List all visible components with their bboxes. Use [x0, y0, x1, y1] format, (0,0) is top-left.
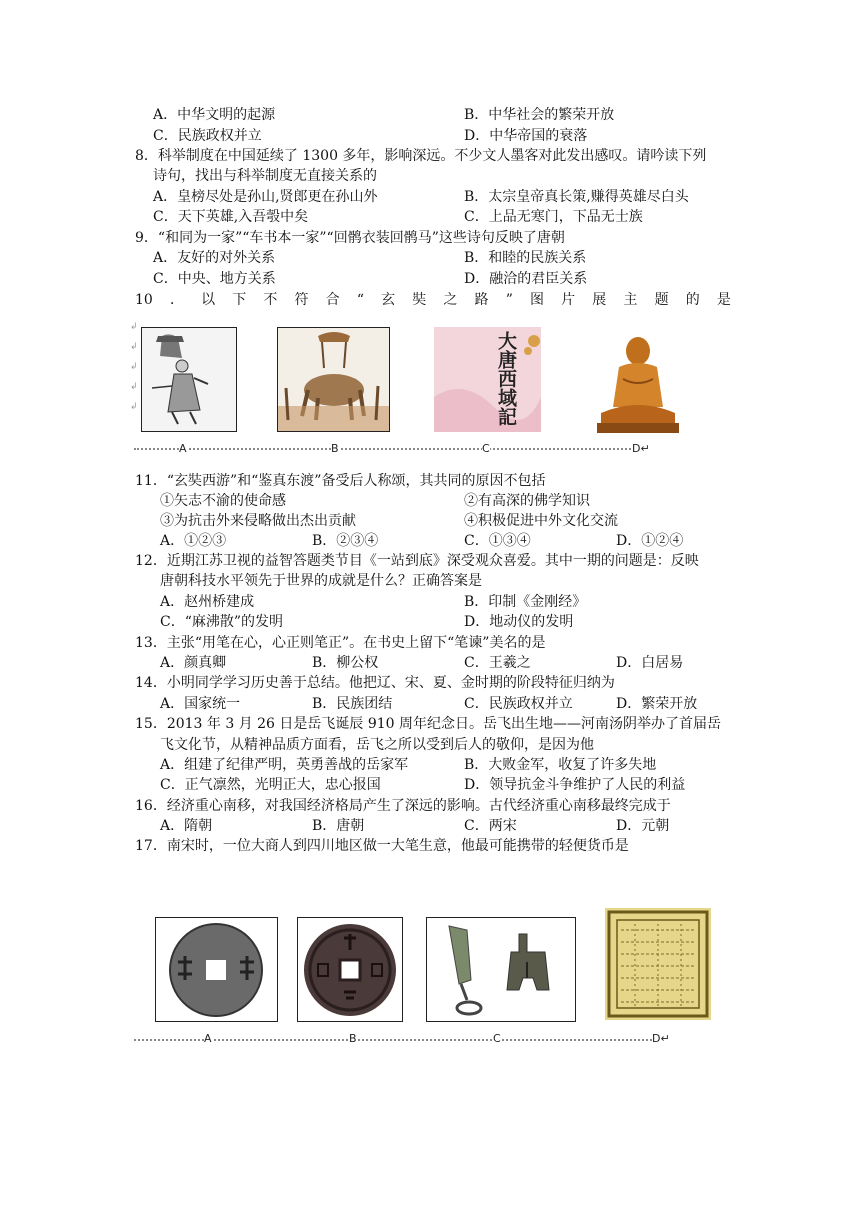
q7-option-d: D．中华帝国的衰落 — [464, 128, 588, 144]
q11-option-a: A．①②③ — [160, 533, 227, 549]
q8-option-a: A．皇榜尽处是孙山,贤郎更在孙山外 — [153, 189, 378, 205]
buddha-statue-image — [583, 327, 693, 434]
q9-stem: 9．“和同为一家”“车书本一家”“回鹘衣装回鹘马”这些诗句反映了唐朝 — [135, 230, 565, 246]
q10-stem-char: 以 — [201, 292, 216, 308]
q8-stem-line1: 8．科举制度在中国延续了 1300 多年，影响深远。不少文人墨客对此发出感叹。请吟读下列 — [135, 148, 707, 164]
q15-option-b: B．大败金军，收复了许多失地 — [464, 757, 657, 773]
q16-stem: 16．经济重心南移，对我国经济格局产生了深远的影响。古代经济重心南移最终完成于 — [135, 798, 671, 814]
q12-option-d: D．地动仪的发明 — [464, 614, 574, 630]
round-coin-image — [156, 918, 277, 1021]
q12-option-a: A．赵州桥建成 — [160, 594, 255, 610]
q14-option-b: B．民族团结 — [312, 696, 393, 712]
q11-item-4: ④积极促进中外文化交流 — [464, 513, 618, 529]
q15-option-c: C．正气凛然，光明正大，忠心报国 — [160, 777, 381, 793]
q10-label-b: B — [331, 442, 339, 455]
q11-option-b: B．②③④ — [312, 533, 379, 549]
q7-option-b: B．中华社会的繁荣开放 — [464, 107, 615, 123]
q16-option-a: A．隋朝 — [160, 818, 213, 834]
q16-option-d: D．元朝 — [616, 818, 670, 834]
q10-stem-char: 片 — [561, 292, 576, 308]
q15-option-a: A．组建了纪律严明，英勇善战的岳家军 — [160, 757, 409, 773]
q10-label-c: C — [482, 442, 490, 455]
q17-image-d-jiaozi-paper-money — [605, 908, 711, 1020]
q15-stem-line1: 15．2013 年 3 月 26 日是岳飞诞辰 910 周年纪念日。岳飞出生地——河南汤阴举办了首届岳 — [135, 716, 722, 732]
q17-image-b-kaiyuan-coin — [297, 917, 403, 1022]
q8-stem-line2: 诗句，找出与科举制度无直接关系的 — [153, 168, 377, 184]
q17-label-d: D↵ — [652, 1032, 670, 1045]
q10-stem-char: 展 — [592, 292, 607, 308]
elephant-procession-illustration — [278, 328, 389, 431]
q17-image-a-banliang-coin — [155, 917, 278, 1022]
q10-image-b-procession — [277, 327, 390, 432]
q10-stem-char: 不 — [263, 292, 278, 308]
q10-stem-char: 图 — [530, 292, 544, 308]
q10-stem-char: 路 — [474, 292, 489, 308]
q7-option-a: A．中华文明的起源 — [153, 107, 276, 123]
q12-option-b: B．印制《金刚经》 — [464, 594, 587, 610]
square-hole-coin-image — [298, 918, 402, 1021]
q10-stem-char: 合 — [325, 292, 340, 308]
q11-option-d: D．①②④ — [616, 533, 684, 549]
q12-stem-line1: 12．近期江苏卫视的益智答题类节目《一站到底》深受观众喜爱。其中一期的问题是：反映 — [135, 553, 699, 569]
q10-stem-char: 是 — [716, 292, 731, 308]
monk-pilgrim-illustration — [142, 328, 236, 431]
q9-option-c: C．中央、地方关系 — [153, 271, 276, 287]
q10-stem-char: ． — [169, 292, 184, 308]
q17-image-c-knife-spade-coins — [426, 917, 576, 1022]
q11-item-3: ③为抗击外来侵略做出杰出贡献 — [160, 513, 356, 529]
paragraph-mark: ↲ — [130, 322, 138, 332]
paper-money-image — [605, 908, 711, 1020]
q10-dotted-line — [134, 448, 642, 450]
q10-stem-char: ” — [505, 292, 513, 308]
q11-stem: 11．“玄奘西游”和“鉴真东渡”备受后人称颂，其共同的原因不包括 — [135, 473, 546, 489]
q9-option-a: A．友好的对外关系 — [153, 250, 276, 266]
q15-stem-line2: 飞文化节，从精神品质方面看，岳飞之所以受到后人的敬仰，是因为他 — [160, 737, 594, 753]
q9-option-d: D．融洽的君臣关系 — [464, 271, 588, 287]
q10-stem-char: 奘 — [412, 292, 427, 308]
q10-stem-char: 之 — [443, 292, 458, 308]
q17-label-c: C — [493, 1032, 501, 1045]
q11-item-1: ①矢志不渝的使命感 — [160, 493, 286, 509]
paragraph-mark: ↲ — [130, 402, 138, 412]
paragraph-mark: ↲ — [130, 362, 138, 372]
q10-stem — [135, 291, 731, 309]
paragraph-mark: ↲ — [130, 382, 138, 392]
q10-stem-char: 10 — [135, 292, 153, 308]
q15-option-d: D．领导抗金斗争维护了人民的利益 — [464, 777, 686, 793]
q13-stem: 13．主张“用笔在心，心正则笔正”。在书史上留下“笔谏”美名的是 — [135, 635, 546, 651]
q9-option-b: B．和睦的民族关系 — [464, 250, 587, 266]
q10-stem-char: 下 — [232, 292, 247, 308]
q10-stem-char: 符 — [294, 292, 309, 308]
q13-option-a: A．颜真卿 — [160, 655, 227, 671]
q13-option-c: C．王羲之 — [464, 655, 531, 671]
q13-option-b: B．柳公权 — [312, 655, 379, 671]
q14-stem: 14．小明同学学习历史善于总结。他把辽、宋、夏、金时期的阶段特征归纳为 — [135, 675, 615, 691]
q10-image-a-pilgrim — [141, 327, 237, 432]
q10-label-a: A — [179, 442, 187, 455]
q10-stem-char: 的 — [685, 292, 700, 308]
q8-option-c: C．天下英雄,入吾彀中矣 — [153, 209, 309, 225]
q8-option-b: B．太宗皇帝真长策,赚得英雄尽白头 — [464, 189, 689, 205]
q10-image-c-book-cover — [434, 327, 541, 432]
q10-stem-char: 主 — [623, 292, 638, 308]
q16-option-b: B．唐朝 — [312, 818, 365, 834]
q17-label-a: A — [204, 1032, 212, 1045]
q16-option-c: C．两宋 — [464, 818, 517, 834]
q11-item-2: ②有高深的佛学知识 — [464, 493, 590, 509]
knife-spade-money-image — [427, 918, 575, 1021]
q7-option-c: C．民族政权并立 — [153, 128, 262, 144]
book-title: 大唐西域記 — [495, 331, 517, 426]
q8-option-d: C．上品无寒门，下品无士族 — [464, 209, 643, 225]
q12-stem-line2: 唐朝科技水平领先于世界的成就是什么？正确答案是 — [160, 573, 482, 589]
q17-label-b: B — [349, 1032, 357, 1045]
q11-option-c: C．①③④ — [464, 533, 531, 549]
q13-option-d: D．白居易 — [616, 655, 684, 671]
paragraph-mark: ↲ — [130, 342, 138, 352]
q12-option-c: C．“麻沸散”的发明 — [160, 614, 284, 630]
q10-stem-char: “ — [356, 292, 364, 308]
q17-stem: 17．南宋时，一位大商人到四川地区做一大笔生意，他最可能携带的轻便货币是 — [135, 838, 629, 854]
q14-option-c: C．民族政权并立 — [464, 696, 573, 712]
q14-option-d: D．繁荣开放 — [616, 696, 698, 712]
q10-label-d: D↵ — [632, 442, 650, 455]
q10-image-d-buddha-statue — [583, 327, 693, 434]
q10-stem-char: 题 — [654, 292, 669, 308]
q14-option-a: A．国家统一 — [160, 696, 241, 712]
q10-stem-char: 玄 — [381, 292, 396, 308]
book-cover-image — [434, 327, 541, 432]
